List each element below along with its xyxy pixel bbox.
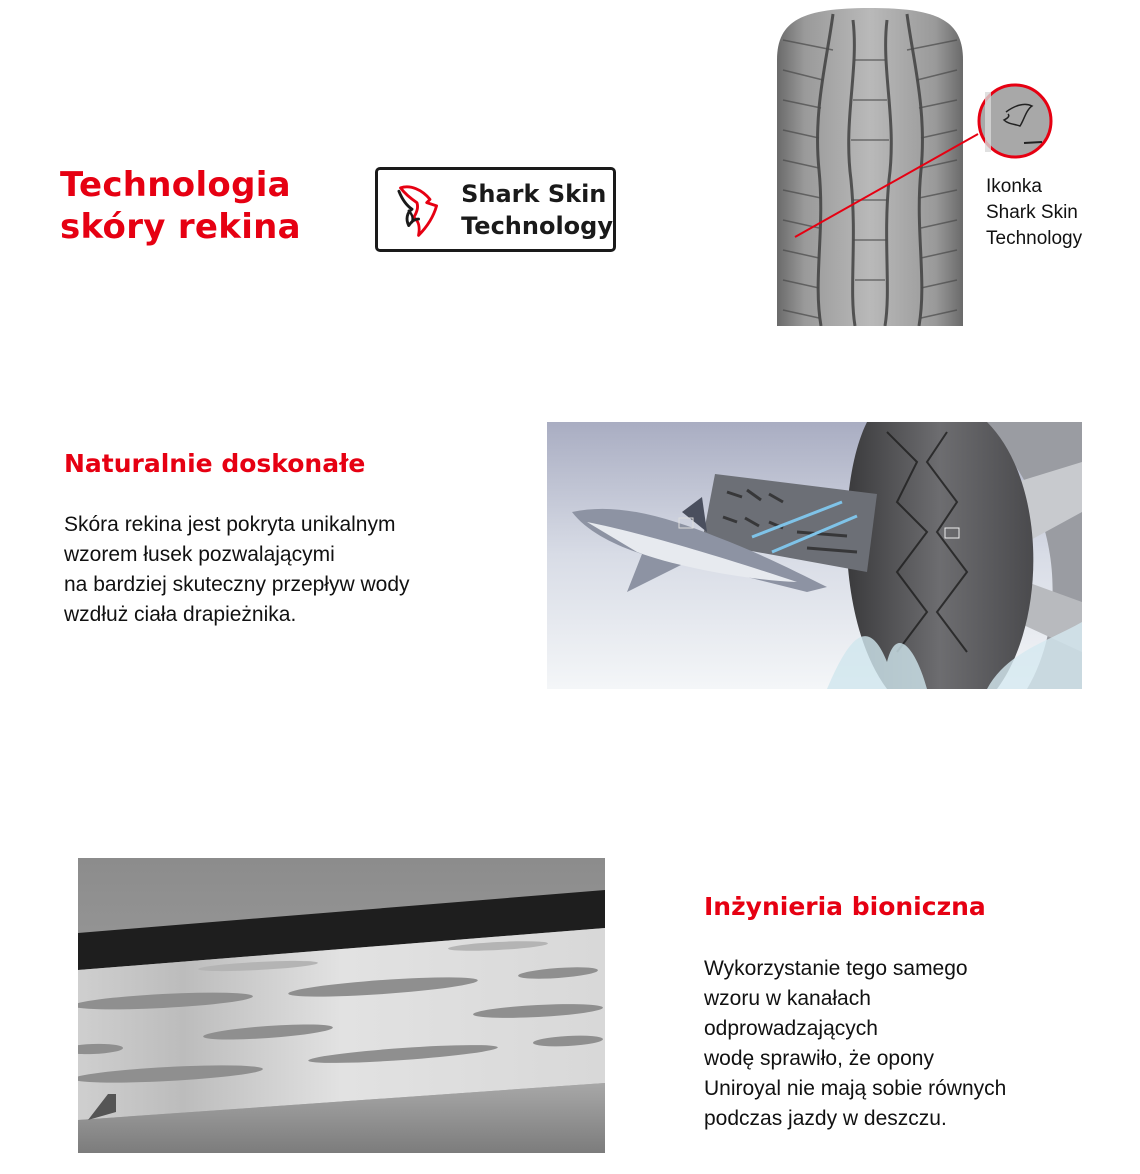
body-line: wzoru w kanałach <box>704 987 871 1010</box>
callout-label-line-1: Ikonka <box>986 176 1042 197</box>
badge-label <box>461 178 613 242</box>
body-line: podczas jazdy w deszczu. <box>704 1107 947 1130</box>
body-line: Skóra rekina jest pokryta unikalnym <box>64 513 396 536</box>
page-title-line-1: Technologia <box>60 165 291 205</box>
body-line: wzorem łusek pozwalającymi <box>64 543 335 566</box>
shark-logo-icon <box>394 175 443 245</box>
page-title <box>60 164 360 248</box>
shark-and-tire-splash-illustration <box>547 422 1082 689</box>
body-line: wodę sprawiło, że opony <box>704 1047 934 1070</box>
body-line: wzdłuż ciała drapieżnika. <box>64 603 297 626</box>
body-line: na bardziej skuteczny przepływ wody <box>64 573 410 596</box>
body-line: Uniroyal nie mają sobie równych <box>704 1077 1007 1100</box>
callout-label-line-2: Shark Skin <box>986 202 1078 223</box>
badge-label-line-1: Shark Skin <box>461 179 607 208</box>
shark-skin-badge <box>375 167 616 252</box>
section-body-bionic <box>704 954 1104 1134</box>
body-line: Wykorzystanie tego samego <box>704 957 968 980</box>
badge-label-line-2: Technology <box>461 211 613 240</box>
tread-groove-3d-render <box>78 858 605 1153</box>
section-title-nature: Naturalnie doskonałe <box>64 449 366 478</box>
section-body-nature <box>64 510 514 630</box>
page-title-line-2: skóry rekina <box>60 207 301 247</box>
section-title-bionic: Inżynieria bioniczna <box>704 892 986 921</box>
body-line: odprowadzających <box>704 1017 878 1040</box>
callout-label <box>986 174 1136 252</box>
callout-label-line-3: Technology <box>986 228 1083 249</box>
